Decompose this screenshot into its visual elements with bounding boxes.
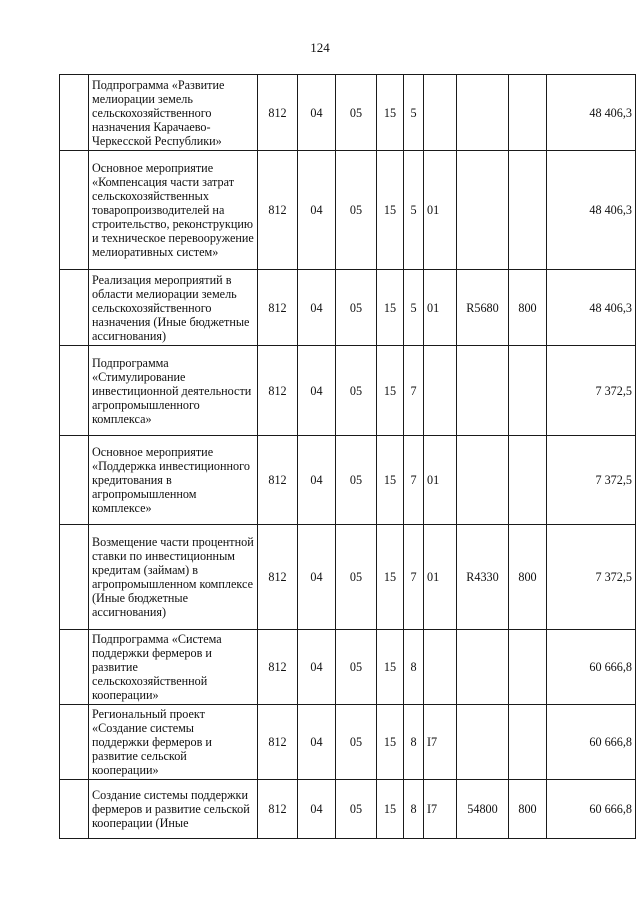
direction-code: R4330 <box>457 525 509 630</box>
blank-cell <box>60 630 89 705</box>
activity-code: 01 <box>424 151 457 270</box>
amount: 60 666,8 <box>547 630 636 705</box>
row-name: Подпрограмма «Система поддержки фермеров и развитие сельскохозяйственной кооперации» <box>89 630 258 705</box>
expense-type-code <box>509 436 547 525</box>
direction-code <box>457 436 509 525</box>
rz-code: 04 <box>298 75 336 151</box>
table-row <box>60 346 636 436</box>
subprogram-code: 7 <box>404 436 424 525</box>
row-name: Подпрограмма «Стимулирование инвестиционной деятельности агропромышленного комплекса» <box>89 346 258 436</box>
page-number: 124 <box>310 40 330 55</box>
program-code: 15 <box>377 346 404 436</box>
table-row <box>60 75 636 151</box>
amount: 48 406,3 <box>547 151 636 270</box>
direction-code <box>457 630 509 705</box>
activity-code <box>424 630 457 705</box>
activity-code: 01 <box>424 270 457 346</box>
blank-cell <box>60 705 89 780</box>
program-code: 15 <box>377 151 404 270</box>
rz-code: 04 <box>298 705 336 780</box>
pr-code: 05 <box>336 270 377 346</box>
subprogram-code: 5 <box>404 75 424 151</box>
subprogram-code: 5 <box>404 270 424 346</box>
amount: 48 406,3 <box>547 270 636 346</box>
rz-code: 04 <box>298 780 336 839</box>
pr-code: 05 <box>336 151 377 270</box>
program-code: 15 <box>377 270 404 346</box>
blank-cell <box>60 780 89 839</box>
table-row <box>60 630 636 705</box>
pr-code: 05 <box>336 630 377 705</box>
blank-cell <box>60 525 89 630</box>
table-row <box>60 525 636 630</box>
subprogram-code: 7 <box>404 525 424 630</box>
gr-code: 812 <box>258 346 298 436</box>
direction-code: R5680 <box>457 270 509 346</box>
table-row <box>60 705 636 780</box>
amount: 48 406,3 <box>547 75 636 151</box>
blank-cell <box>60 151 89 270</box>
subprogram-code: 8 <box>404 705 424 780</box>
pr-code: 05 <box>336 780 377 839</box>
row-name: Реализация мероприятий в области мелиорации земель сельскохозяйственного назначения (Иные бюджетные ассигнования) <box>89 270 258 346</box>
amount: 7 372,5 <box>547 525 636 630</box>
pr-code: 05 <box>336 525 377 630</box>
row-name: Региональный проект «Создание системы поддержки фермеров и развитие сельской кооперации» <box>89 705 258 780</box>
activity-code <box>424 75 457 151</box>
pr-code: 05 <box>336 705 377 780</box>
program-code: 15 <box>377 705 404 780</box>
activity-code: I7 <box>424 780 457 839</box>
pr-code: 05 <box>336 75 377 151</box>
activity-code: 01 <box>424 436 457 525</box>
subprogram-code: 8 <box>404 780 424 839</box>
program-code: 15 <box>377 436 404 525</box>
program-code: 15 <box>377 525 404 630</box>
table-row <box>60 270 636 346</box>
blank-cell <box>60 270 89 346</box>
gr-code: 812 <box>258 705 298 780</box>
direction-code <box>457 151 509 270</box>
activity-code: 01 <box>424 525 457 630</box>
gr-code: 812 <box>258 780 298 839</box>
program-code: 15 <box>377 630 404 705</box>
gr-code: 812 <box>258 436 298 525</box>
rz-code: 04 <box>298 436 336 525</box>
amount: 60 666,8 <box>547 705 636 780</box>
gr-code: 812 <box>258 270 298 346</box>
budget-table <box>59 74 636 839</box>
row-name: Подпрограмма «Развитие мелиорации земель сельскохозяйственного назначения Карачаево-Черкесской Республики» <box>89 75 258 151</box>
row-name: Создание системы поддержки фермеров и развитие сельской кооперации (Иные <box>89 780 258 839</box>
blank-cell <box>60 346 89 436</box>
expense-type-code <box>509 346 547 436</box>
program-code: 15 <box>377 780 404 839</box>
gr-code: 812 <box>258 75 298 151</box>
expense-type-code: 800 <box>509 525 547 630</box>
direction-code <box>457 346 509 436</box>
expense-type-code: 800 <box>509 780 547 839</box>
blank-cell <box>60 75 89 151</box>
expense-type-code <box>509 705 547 780</box>
expense-type-code <box>509 151 547 270</box>
subprogram-code: 8 <box>404 630 424 705</box>
activity-code <box>424 346 457 436</box>
gr-code: 812 <box>258 525 298 630</box>
rz-code: 04 <box>298 346 336 436</box>
pr-code: 05 <box>336 436 377 525</box>
subprogram-code: 5 <box>404 151 424 270</box>
gr-code: 812 <box>258 630 298 705</box>
blank-cell <box>60 436 89 525</box>
gr-code: 812 <box>258 151 298 270</box>
amount: 60 666,8 <box>547 780 636 839</box>
rz-code: 04 <box>298 630 336 705</box>
pr-code: 05 <box>336 346 377 436</box>
expense-type-code <box>509 630 547 705</box>
row-name: Возмещение части процентной ставки по инвестиционным кредитам (займам) в агропромышленном комплексе (Иные бюджетные ассигнования) <box>89 525 258 630</box>
rz-code: 04 <box>298 525 336 630</box>
expense-type-code <box>509 75 547 151</box>
subprogram-code: 7 <box>404 346 424 436</box>
row-name: Основное мероприятие «Поддержка инвестиционного кредитования в агропромышленном комплексе» <box>89 436 258 525</box>
direction-code: 54800 <box>457 780 509 839</box>
row-name: Основное мероприятие «Компенсация части затрат сельскохозяйственных товаропроизводителей на строительство, реконструкцию и техническое перевооружение мелиоративных систем» <box>89 151 258 270</box>
table-row <box>60 151 636 270</box>
amount: 7 372,5 <box>547 436 636 525</box>
table-row <box>60 436 636 525</box>
activity-code: I7 <box>424 705 457 780</box>
rz-code: 04 <box>298 270 336 346</box>
table-row <box>60 780 636 839</box>
direction-code <box>457 705 509 780</box>
direction-code <box>457 75 509 151</box>
program-code: 15 <box>377 75 404 151</box>
rz-code: 04 <box>298 151 336 270</box>
amount: 7 372,5 <box>547 346 636 436</box>
expense-type-code: 800 <box>509 270 547 346</box>
